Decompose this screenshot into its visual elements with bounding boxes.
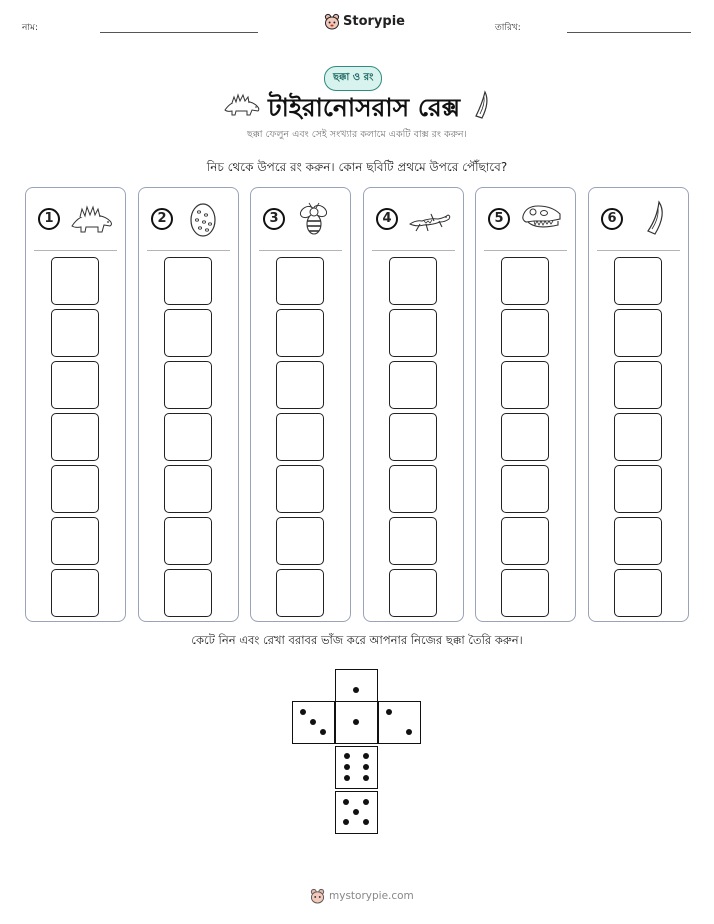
activity-badge: ছক্কা ও রং	[324, 66, 382, 91]
subtitle: ছক্কা ফেলুন এবং সেই সংখ্যার কলামে একটি বাক্স রং করুন।	[247, 129, 467, 140]
pip	[353, 719, 359, 725]
color-box[interactable]	[389, 413, 437, 461]
tooth-title-icon	[470, 90, 492, 122]
color-box[interactable]	[51, 517, 99, 565]
color-box[interactable]	[164, 413, 212, 461]
color-box[interactable]	[501, 465, 549, 513]
pip	[343, 799, 349, 805]
stegosaurus-title-icon	[222, 92, 262, 118]
column-number: 2	[151, 208, 173, 230]
page-title: টাইরানোসরাস রেক্স	[268, 93, 461, 122]
pip	[344, 753, 350, 759]
dinosaur-skull-icon	[520, 200, 564, 238]
pip	[343, 819, 349, 825]
color-box[interactable]	[164, 361, 212, 409]
bee-icon	[295, 200, 339, 238]
storypie-mascot-icon	[310, 888, 325, 904]
storypie-mascot-icon	[324, 13, 340, 30]
color-box[interactable]	[276, 413, 324, 461]
column-divider	[34, 250, 117, 251]
color-box[interactable]	[276, 569, 324, 617]
dinosaur-egg-icon	[183, 200, 227, 238]
color-box[interactable]	[614, 413, 662, 461]
pip	[320, 729, 326, 735]
color-box[interactable]	[164, 309, 212, 357]
color-box[interactable]	[164, 517, 212, 565]
color-box[interactable]	[276, 361, 324, 409]
column-header	[364, 188, 463, 250]
color-box[interactable]	[51, 413, 99, 461]
column-number: 1	[38, 208, 60, 230]
pip	[363, 753, 369, 759]
footer	[310, 888, 414, 904]
pip	[406, 729, 412, 735]
column-divider	[597, 250, 680, 251]
stegosaurus-icon	[70, 200, 114, 238]
color-box[interactable]	[51, 257, 99, 305]
color-box[interactable]	[501, 569, 549, 617]
column-1	[25, 187, 126, 622]
column-header	[476, 188, 575, 250]
brand-name: Storypie	[343, 14, 405, 29]
column-3	[250, 187, 351, 622]
dice-instruction: কেটে নিন এবং রেখা বরাবর ভাঁজ করে আপনার নিজের ছক্কা তৈরি করুন।	[191, 633, 523, 647]
color-box[interactable]	[164, 569, 212, 617]
color-box[interactable]	[51, 465, 99, 513]
column-4	[363, 187, 464, 622]
pip	[363, 819, 369, 825]
color-box[interactable]	[164, 257, 212, 305]
pip	[344, 764, 350, 770]
tooth-claw-icon	[633, 200, 677, 238]
color-box[interactable]	[389, 465, 437, 513]
column-divider	[147, 250, 230, 251]
color-box[interactable]	[614, 465, 662, 513]
column-6	[588, 187, 689, 622]
die-face-3	[292, 701, 335, 744]
column-header	[139, 188, 238, 250]
color-box[interactable]	[389, 517, 437, 565]
color-box[interactable]	[51, 569, 99, 617]
column-number: 6	[601, 208, 623, 230]
name-line	[100, 32, 258, 33]
color-box[interactable]	[614, 517, 662, 565]
name-label: নাম:	[22, 23, 39, 33]
column-header	[251, 188, 350, 250]
die-face-5	[335, 791, 378, 834]
column-number: 3	[263, 208, 285, 230]
lizard-icon	[408, 200, 452, 238]
column-divider	[372, 250, 455, 251]
footer-url[interactable]: mystorypie.com	[329, 890, 414, 902]
pip	[344, 775, 350, 781]
color-box[interactable]	[389, 361, 437, 409]
color-box[interactable]	[389, 569, 437, 617]
color-box[interactable]	[501, 517, 549, 565]
color-box[interactable]	[501, 257, 549, 305]
column-divider	[259, 250, 342, 251]
pip	[363, 764, 369, 770]
column-divider	[484, 250, 567, 251]
column-5	[475, 187, 576, 622]
pip	[363, 775, 369, 781]
pip	[300, 709, 306, 715]
column-header	[589, 188, 688, 250]
color-box[interactable]	[389, 257, 437, 305]
pip	[353, 687, 359, 693]
date-line	[567, 32, 691, 33]
pip	[310, 719, 316, 725]
column-2	[138, 187, 239, 622]
brand-logo	[324, 13, 405, 30]
date-label: তারিখ:	[495, 23, 521, 33]
color-box[interactable]	[501, 413, 549, 461]
column-header	[26, 188, 125, 250]
color-box[interactable]	[501, 361, 549, 409]
color-box[interactable]	[276, 465, 324, 513]
color-box[interactable]	[614, 569, 662, 617]
instruction-text: নিচ থেকে উপরে রং করুন। কোন ছবিটি প্রথমে উপরে পৌঁছাবে?	[206, 160, 508, 174]
die-face-6	[335, 746, 378, 789]
pip	[386, 709, 392, 715]
die-face-1	[335, 701, 378, 744]
color-box[interactable]	[614, 361, 662, 409]
color-box[interactable]	[51, 309, 99, 357]
color-box[interactable]	[614, 309, 662, 357]
color-box[interactable]	[276, 309, 324, 357]
pip	[363, 799, 369, 805]
color-box[interactable]	[51, 361, 99, 409]
color-box[interactable]	[501, 309, 549, 357]
column-number: 4	[376, 208, 398, 230]
color-box[interactable]	[389, 309, 437, 357]
pip	[353, 809, 359, 815]
color-box[interactable]	[276, 257, 324, 305]
die-face-2	[378, 701, 421, 744]
column-number: 5	[488, 208, 510, 230]
color-box[interactable]	[276, 517, 324, 565]
color-box[interactable]	[614, 257, 662, 305]
color-box[interactable]	[164, 465, 212, 513]
